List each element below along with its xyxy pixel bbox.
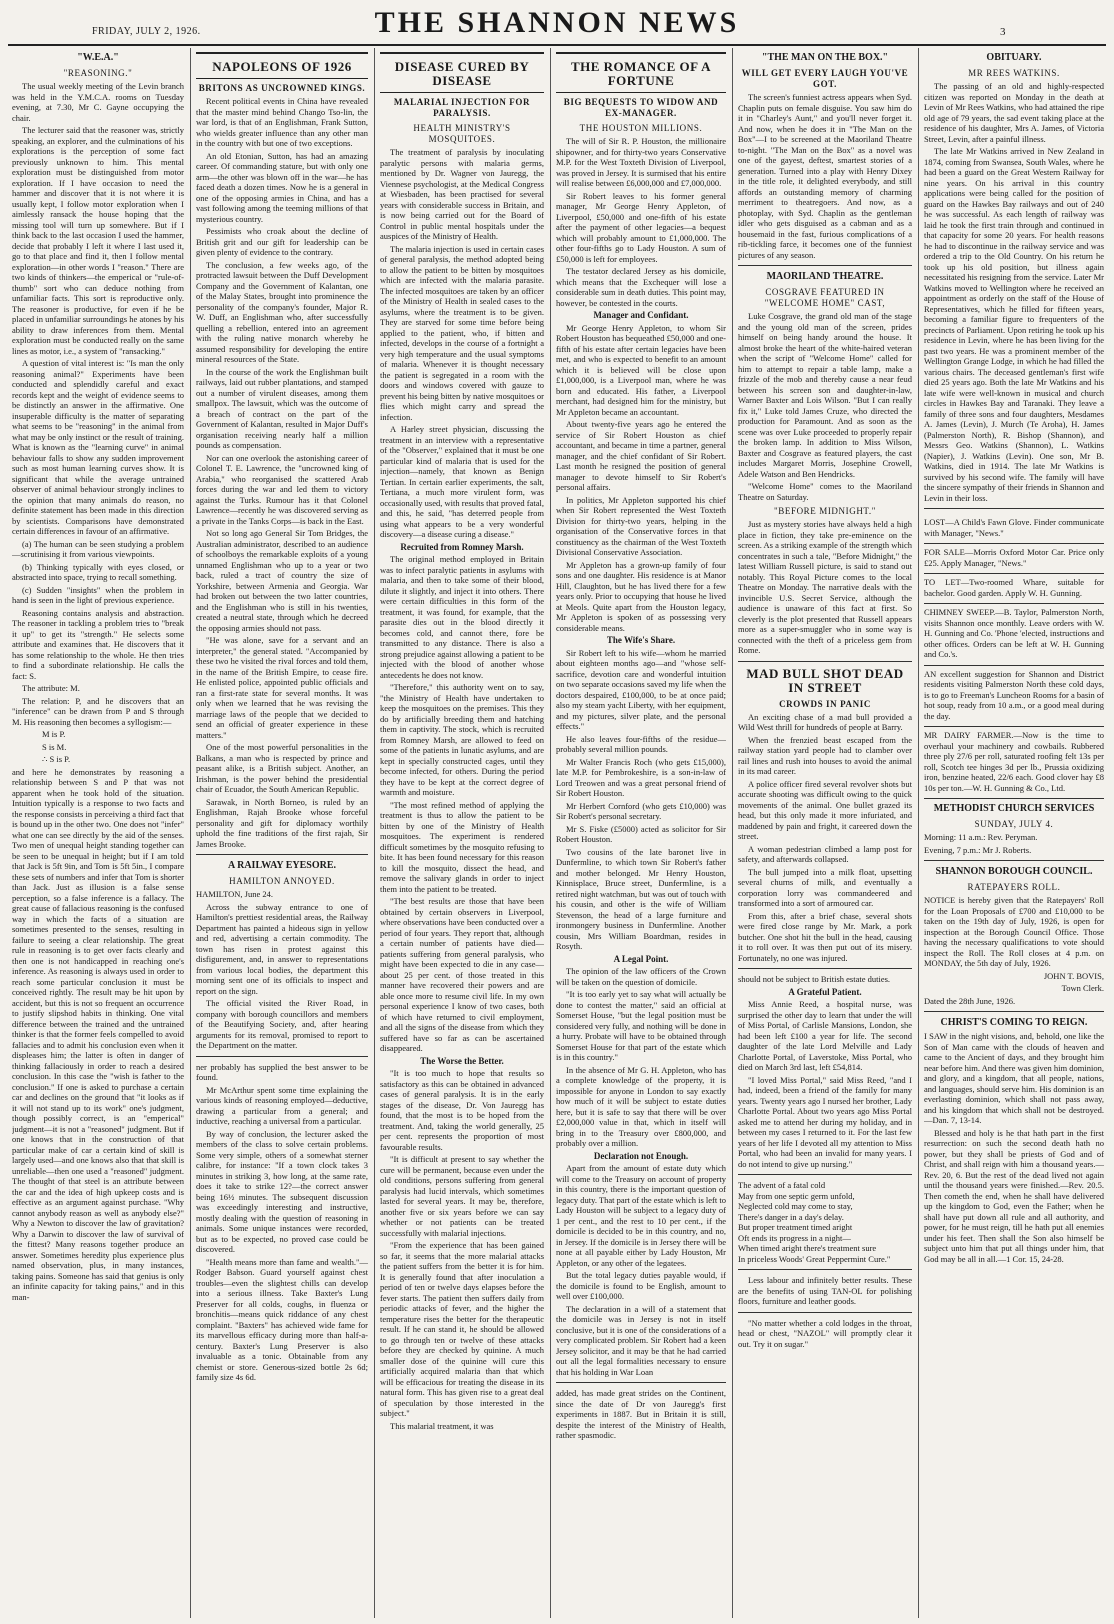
article-paragraph: One of the most powerful personalities in the Balkans, a man who is respected by prince and peasant alike, is a British subject. Another, an Irishman, is the power behind the presidential chair of Ecuador, the South American Republic. (196, 742, 368, 794)
article-paragraph: By way of conclusion, the lecturer asked the members of the class to solve certain problems. Some very simple, others of a somewhat sterner calibre, for instance: "If a town clock takes 3 minutes in striking 3, how long, at the same rate, does it take to strike 12?—the correct answer being 16½ minutes. The subsequent discussion was exceedingly interesting and instructive, mostly dealing with the question of reasoning in animals. Some unique instances were recorded, but as to be expected, no proved case could be discovered. (196, 1128, 368, 1254)
subhead-mosquitoes: HEALTH MINISTRY'S MOSQUITOES. (413, 123, 511, 144)
article-paragraph: This malarial treatment, it was (390, 1420, 494, 1431)
subhead-laugh: WILL GET EVERY LAUGH YOU'VE GOT. (741, 68, 909, 89)
syllogism-line: M is P. (42, 729, 66, 739)
advertisement-paragraph: "Health means more than fame and wealth."—Rodger Babson. Guard yourself against chest troubles—even the slightest chills can develop into a serious illness. Take Baxter's Lung Preserver for all colds, coughs, in fluenza or bronchitis—means quick riddance of any chest complaint. "Baxters" has achieved wide fame for its marvellous efficacy during more than half-a-century. Baxter's Lung Preserver is also invaluable as a tonic. Obtainable from any chemist or store. Generous-sized bottle 2s 6d; family size 4s 6d. (196, 1256, 368, 1382)
article-paragraph: But the total legacy duties payable would, if the domicile is found to be English, amount to well over £100,000. (556, 1270, 726, 1301)
article-paragraph: Recent political events in China have revealed that the master mind behind Chango Tso-lin, the war lord, is that of an Englishman, Frank Sutton, who wields greater influence than any other man in the country with but one of two exceptions. (196, 96, 368, 148)
article-paragraph: The screen's funniest actress appears when Syd. Chaplin puts on female disguise. You saw him do it in "Charley's Aunt," and you'll never forget it. And now, when he does it in "The Man on the Box"—I to be screened at the Maoriland Theatre to-night. "The Man on the Box" as a novel was one of the gayest, deftest, smartest stories of a generation. Turned into a play with Henry Dixey in the title role, it delighted everybody, and still affords an outstanding memory of charming merriment to theatregoers. And now, as a photoplay, with Syd. Chaplin as the gentleman idler who gets disguised as a cabman and as a housemaid in the fast, furious complications of a rib-tickling farce, it becomes one of the funniest pictures of any season. (738, 92, 912, 260)
poem-line: When timed aright there's treatment sure (738, 1243, 877, 1253)
classified-lost (924, 514, 1104, 544)
article-paragraph: A question of vital interest is: "Is man the only reasoning animal?" Experiments have been conducted and splendidly careful and exact records kept and the weight of evidence seems to be distinctly an answer in the affirmative. One insuperable difficulty is the matter of separating what seems to be "reasoning" in the animal from what may be only instinct or the result of training. What is known as the "learning curve" in animal behaviour falls to show any sudden improvement such as most human learning curves show. It is significant that while the average untrained observer of animal behaviour strongly inclines to the opinion that many animals do reason, no definite statement has been made in this direction by scientists. Comparisons have demonstrated certain differences in favour of an affirmative. (12, 358, 184, 536)
dateline: HAMILTON, June 24. (196, 889, 273, 899)
classified-chimney-sweep (924, 604, 1104, 666)
column-rule (374, 48, 375, 1618)
classified-text: MR DAIRY FARMER.—Now is the time to overhaul your machinery and cowbails. Rubbered three ply 27/6 per roll, saturated roofing felt 13s per roll, Scotch tee hinges 3d per lb., Prussia oxidizing iron, benzine heated, 22/6 each. Good clover hay £8 10s per ton.—W. H. Gunning & Co., Ltd. (924, 730, 1104, 793)
poem-line: Oft ends its progress in a night— (738, 1232, 851, 1243)
article-paragraph: The treatment of paralysis by inoculating paralytic persons with malaria germs, mentioned by Dr. Wagner von Jauregg, the Viennese psychologist, at the Medical Congress at Wiesbaden, has been practised for several years with considerable success in Britain, and is now being carried out for the Board of Control in public mental hospitals under the auspices of the Ministry of Health. (380, 147, 544, 241)
article-paragraph: The usual weekly meeting of the Levin branch was held in the Y.M.C.A. rooms on Tuesday evening, at 7.30, Mr C. Gayne occupying the chair. (12, 81, 184, 123)
article-paragraph: Mr McArthur spent some time explaining the various kinds of reasoning employed—deductive, drawing a particular from a general; and inductive, reaching a universal from a particular. (196, 1084, 368, 1126)
scripture-paragraph: Blessed and holy is he that hath part in the first resurrection: on such the second death hath no power, but they shall be priests of God and of Christ, and shall reign with him a thousand years.—Rev. 20, 6. But the rest of the dead lived not again until the thousand years were finished.—Rev. 20.5. Then cometh the end, when he shall have delivered up the kingdom to God, even the Father; when he shall have put down all rule and all authority, and power, for he must reign, till he hath put all enemies under his feet. Then shall the Son also himself be subject unto him that put all things under him, that God may be all in all.—1 Cor. 15, 24-28. (924, 1127, 1104, 1264)
article-paragraph: An old Etonian, Sutton, has had an amazing career. Of commanding stature, but with only one arm—the other was blown off in the war—he has faced death a dozen times. Now he is a general in one of the opposing armies in China, and has a vast following among the teeming millions of that mysterious country. (196, 150, 368, 224)
crosshead: A Legal Point. (613, 953, 669, 964)
article-paragraph: Mr Walter Francis Roch (who gets £15,000), late M.P. for Pembrokeshire, is a son-in-law of Lord Treowen and was a great personal friend of Sir Robert Houston. (556, 756, 726, 798)
article-paragraph: The malaria injection is used in certain cases of general paralysis, the method adopted being to allow the patient to be bitten by mosquitoes which are infected with the malaria parasite. The infected mosquitoes are taken by an officer of the Ministry of Health in sealed cases to the asylums, where the treatment is to be given. They are starved for some time before being applied to the patient, who, if bitten and infected, develops in the course of a fortnight a very high temperature and the usual symptoms of malaria. Whenever it is thought necessary the patient is segregated in a room with the doors and windows covered with gauze to prevent his being bitten by native mosquitoes or flies which might carry and spread the infection. (380, 243, 544, 422)
article-paragraph: Luke Cosgrave, the grand old man of the stage and the young old man of the screen, prides himself on being handy around the house. It almost broke the heart of the white-haired veteran when the script of "Welcome Home" called for him to attempt to repair a table lamp, make a frizzle of the mob and thereby cause a near feud between his screen son and daughter-in-law, Warner Baxter and Lois Wilson. "But I can really fix it," Luke told James Cruze, who directed the production for Paramount. And as soon as the scene was over Luke proceeded to properly repair the broken lamp. In addition to Miss Wilson, Baxter and Cosgrave as featured players, the cast includes Margaret Morris, Josephine Crowell, Adele Watson and Ben Hendricks. (738, 311, 912, 479)
scripture-paragraph: I SAW in the night visions, and, behold, one like the Son of Man came with the clouds of heaven and came to the Ancient of days, and they brought him near before him. And there was given him dominion, and glory, and a kingdom, that all people, nations, and languages, should serve him. His dominion is an everlasting dominion, which shall not pass away, and his kingdom that which shall not be destroyed.—Dan. 7, 13-14. (924, 1031, 1104, 1125)
article-paragraph: "Welcome Home" comes to the Maoriland Theatre on Saturday. (738, 481, 912, 502)
article-paragraph: ner probably has supplied the best answer to be found. (196, 1061, 368, 1082)
article-paragraph: In the course of the work the Englishman built railways, laid out rubber plantations, and stamped out a number of virulent diseases, among them smallpox. The lawsuit, which was the outcome of a breach of contract on the part of the Government of Kalantan, resulted in Major Duff's organisation receiving nearly half a million pounds as compensation. (196, 366, 368, 450)
poem-line: But proper treatment timed aright (738, 1222, 853, 1232)
section-divider (924, 860, 1104, 861)
council-notice: NOTICE is hereby given that the Ratepayers' Roll for the Loan Proposals of £700 and £10,000 to be taken on the 19th day of July, 1926, is open for inspection at the Borough Council Office. Those having the necessary qualifications to vote should inspect the Roll. The Roll closes at 4 p.m. on MONDAY, the 5th day of July, 1926. (924, 895, 1104, 968)
article-paragraph: In politics, Mr Appleton supported his chief when Sir Robert represented the West Toxteth Division for thirty-two years, helping in the organisation of the Conservative forces in that constituency as the chairman of the West Toxteth Divisional Conservative Association. (556, 494, 726, 557)
article-paragraph: The original method employed in Britain was to infect paralytic patients in asylums with malaria, and then to take some of their blood, dilute it slightly, and inject it into others. There were certain difficulties in this form of the treatment, it was found, for example, that the parasite dies out in the blood directly it becomes cold, and cannot there, fore be transmitted to any distance. There is also a strong prejudice against allowing a patient to be injected with the blood of another whose antecedents he does not know. (380, 554, 544, 680)
crosshead: Declaration not Enough. (593, 1150, 689, 1161)
article-paragraph: Mr Herbert Cornford (who gets £10,000) was Sir Robert's personal secretary. (556, 800, 726, 821)
article-paragraph: The attribute: M. (22, 683, 80, 693)
article-paragraph: (a) The human can be seen studying a problem—scrutinising it from various viewpoints. (12, 538, 184, 559)
poem-line: In priceless Woods' Great Peppermint Cure." (738, 1253, 891, 1264)
church-date: SUNDAY, JULY 4. (974, 819, 1054, 829)
section-divider (924, 508, 1104, 509)
subhead-malarial: MALARIAL INJECTION FOR PARALYSIS. (393, 97, 531, 118)
article-paragraph: The bull jumped into a milk float, upsetting several churns of milk, and eventually a corporation lorry was commandeered and transformed into a sort of armoured car. (738, 866, 912, 908)
article-paragraph: "Therefore," this authority went on to say, "the Ministry of Health have undertaken to keep the mosquitoes on the premises. This they do by artificially breeding them and hatching them in captivity. The stock, which is recruited from Romney Marsh, are allowed to feed on some of the patients in lunatic asylums, and are kept in specially constructed cages, until they become infected, for others. During the period they have to be kept at the correct degree of warmth and moisture. (380, 682, 544, 797)
column-obituary (924, 48, 1104, 1618)
headline-man-on-box: "THE MAN ON THE BOX." (761, 52, 889, 63)
headline-napoleons: NAPOLEONS OF 1926 (212, 59, 352, 74)
poem-line: May from one septic germ unfold, (738, 1190, 855, 1201)
column-disease (380, 48, 544, 1618)
article-paragraph: Apart from the amount of estate duty which will come to the Treasury on account of property in this country, there is the important question of legacy duty. That part of the estate which is left to Lady Houston will be subject to a legacy duty of 1 per cent., and the rest to 10 per cent., if the domicile is decided to be in this country, and no, in Jersey. If the domicile is in Jersey there will be none at all payable either by Lady Houston, Mr Appleton, or any other of the legatees. (556, 1163, 726, 1268)
article-paragraph: Reasoning contains analysis and abstraction. The reasoner in tackling a problem tries to "break it up" to get its "strength." He selects some attribute and examines that. He discovers that it has some relationship to the whole. He then tries to find a subordinate relationship. He calls the fact: S. (12, 607, 184, 681)
crosshead: A Grateful Patient. (788, 986, 862, 997)
section-divider (738, 661, 912, 662)
syllogism-line: ∴ S is P. (42, 754, 71, 764)
column-rule (732, 48, 733, 1618)
article-paragraph: The testator declared Jersey as his domicile, which means that the Exchequer will lose a considerable sum in death duties. This point may, however, be contested in the courts. (556, 266, 726, 308)
article-paragraph: Sarawak, in North Borneo, is ruled by an Englishman, Rajah Brooke whose forceful personality and gift for diplomacy worthily uphold the fine traditions of the first rajah, Sir James Brooke. (196, 796, 368, 849)
headline-wea: "W.E.A." (77, 52, 119, 63)
article-paragraph: "The best results are those that have been obtained by certain observers in Liverpool, where observations have been conducted over a period of four years. They report that, although a certain number of patients have died—patients suffering from general paralysis, who might have been expected to die in any case—about 25 per cent. of those treated in this manner have recovered their powers and are able once more to resume civil life. In my own personal experience I know of two cases, both of which have returned to civil employment, and all the signs of the disease from which they suffered have so far as can be ascertained disappeared. (380, 896, 544, 1053)
subhead-ratepayers-roll: RATEPAYERS ROLL. (967, 882, 1061, 892)
article-paragraph: Sir Robert leaves to his former general manager, Mr George Henry Appleton, of Liverpool, £50,000 and one-fifth of his estate after the payment of other legacies—a bequest which will probably amount to £1,000,000. The other four-fifths go to Lady Houston. A sum of £50,000 is left for employees. (556, 190, 726, 264)
headline-obituary: OBITUARY. (986, 52, 1042, 63)
masthead-bar (0, 0, 1114, 44)
column-man-on-box (738, 48, 912, 1618)
poem-line: There's danger in a day's delay. (738, 1211, 844, 1222)
article-paragraph: An exciting chase of a mad bull provided a Wild West thrill for hundreds of people at Barry. (738, 711, 912, 732)
article-paragraph: Miss Annie Reed, a hospital nurse, was surprised the other day to learn that under the will of Miss Portal, of Carlisle Mansions, London, she had been left £100 a year for life. The second daughter of the late Lord Melville and Lady Charlotte Portal, of Laverstoke, Miss Portal, who died on March 3rd last, left £54,814. (738, 999, 912, 1072)
poem-line: The advent of a fatal cold (738, 1180, 826, 1190)
masthead-rule (8, 44, 1106, 46)
article-paragraph: (c) Sudden "insights" when the problem in hand is seen in the light of previous experience. (12, 584, 184, 605)
church-service: Evening, 7 p.m.: Mr J. Roberts. (924, 844, 1032, 855)
column-napoleons (196, 48, 368, 1618)
article-paragraph: "I loved Miss Portal," said Miss Reed, "and I had, indeed, been a friend of the family for many years. Twenty years ago I nursed her brother, Lady Charlotte Portal. About two years ago Miss Portal asked me to attend her during my holiday, and in between my cases I returned to it. For the last few years of her life I devoted all my attention to Miss Portal, who had been an invalid for many years. I do not intend to give up nursing." (738, 1074, 912, 1169)
headline-borough-council: SHANNON BOROUGH COUNCIL. (935, 866, 1093, 877)
subhead-cosgrave: COSGRAVE FEATURED IN "WELCOME HOME" CAST, (764, 287, 886, 308)
article-paragraph: From this, after a brief chase, several shots were fired close range by Mr. Mark, a pork butcher. One shot hit the bull in the head, causing it to roll over. It was then put out of its misery. Fortunately, no one was injured. (738, 910, 912, 963)
article-paragraph: The opinion of the law officers of the Crown will be taken on the question of domicile. (556, 966, 726, 987)
article-paragraph: "From the experience that has been gained so far, it seems that the more malarial attacks the patient suffers from the better it is for him. It is generally found that after inoculation a period of ten or twelve days elapses before the fever starts. The patient then suffers daily from periodic attacks of fever, and the higher the temperature rises the better for the therapeutic result. If he can stand it, he should be allowed to go through ten or twelve of these attacks before they are checked by quinine. A much smaller dose of the quinine will cure this artificially acquired malaria than that which will be efficacious for treating the disease in its natural form. This has given rise to a great deal of speculation by those interested in the subject." (380, 1240, 544, 1418)
article-paragraph: "He was alone, save for a servant and an interpreter," the general stated. "Accompanied by these two he visited the rival forces and told them, in the name of the British Empire, to cease fire. He enlisted police, appointed public officials and ran a first-rate state for several months. It was only when we learned that he was revising the marriage laws of the people that we decided to send an official of greater experience in these matters." (196, 635, 368, 740)
headline-maoriland: MAORILAND THEATRE. (766, 271, 884, 282)
article-paragraph: Across the subway entrance to one of Hamilton's prettiest residential areas, the Railway Department has painted a hideous sign in yellow and red, advertising a certain commodity. The town has risen in protest against this disfigurement, and, in answer to representations from various local bodies, the department this morning sent one of its officials to inspect and report on the sign. (196, 901, 368, 996)
article-paragraph: A Harley street physician, discussing the treatment in an interview with a representative of the "Observer," explained that it must be one particular kind of malaria that is used for the injection—namely, that known as Benign Tertian. In certain earlier experiments, the salt, Tertiana, a much more virulent form, was occasionally used, with results that proved fatal, and this, he said, "has deterred people from using what appears to be a very wonderful discovery—a disease curing a disease." (380, 424, 544, 539)
article-paragraph: The declaration in a will of a statement that the domicile was in Jersey is not in itself conclusive, but it is one of the considerations of a very complicated problem. Sir Robert had a keen Jersey solicitor, and it may be that he had carried out all the legal formalities necessary to ensure that his holding in War Loan (556, 1303, 726, 1377)
column-rule (550, 48, 551, 1618)
notice-signature-title: Town Clerk. (1061, 983, 1104, 993)
subhead-hamilton: HAMILTON ANNOYED. (229, 876, 335, 886)
article-paragraph: added, has made great strides on the Continent, since the date of Dr von Jauregg's first experiments in 1887. But in Britain it is still, despite the interest of the Ministry of Health, rather spasmodic. (556, 1388, 726, 1440)
article-paragraph: Mr George Henry Appleton, to whom Sir Robert Houston has bequeathed £50,000 and one-fifth of his estate after certain legacies have been met, and who is expected to benefit to an amount which it is believed will be close upon £1,000,000, is a Liverpool man, where he was born and educated. His father, a Liverpool merchant, had designed him for the ministry, but Mr Appleton became an accountant. (556, 322, 726, 417)
church-service: Morning: 11 a.m.: Rev. Peryman. (924, 832, 1038, 842)
subhead-before-midnight: "BEFORE MIDNIGHT." (774, 506, 876, 516)
article-paragraph: The relation: P, and he discovers that an "inference" can be drawn from P and S through M. His reasoning then becomes a syllogism:— (12, 695, 184, 727)
classified-text: AN excellent suggestion for Shannon and District residents visiting Palmerston North these cold days, is to go to Freeman's Luncheon Rooms for a basin of hot soup, ready from 10 a.m., or a good meal during the day. (924, 668, 1104, 721)
article-paragraph: The passing of an old and highly-respected citizen was reported on Monday in the death at Levin of Mr Rees Watkins, who had attained the ripe old age of 79 years, the sad event taking place at the residence of his daughter, Mrs A. James, of Victoria Street, Levin, after a painful illness. (924, 81, 1104, 144)
article-paragraph: The lecturer said that the reasoner was, strictly speaking, an explorer, and the culminations of his explorations is the perception of some fact previously unknown to him. This mental exploration must be distinguished from motor exploration. If I have occasion to need the hammer and discover that it is not where it is usually kept, I follow motor exploration when I aimlessly ransack the house hoping that the missing tool will turn up somewhere. But if I think back to the last occasion I used the hammer, decide that probably I left it where I last used it, go to that place and find it, then I follow mental exploration—in other words I "reason." There are two kinds of thinkers—the emperical or "rule-of-thumb" sort who can deduce nothing from unfamiliar facts. This sort is reproductive only. The reasoner is productive, for even if he be placed in unfamiliar surroundings he atones by his ability to draw inferences from them. Mental exploration must be conducted really on the same lines as motor, i.e., a system of "ransacking." (12, 125, 184, 356)
article-paragraph: "The most refined method of applying the treatment is thus to allow the patient to be bitten by one of the Ministry of Health mosquitoes. The experiment is rendered difficult sometimes by the mosquito refusing to bite. It has been found necessary for this reason to kill the mosquito, dissect the head, and remove the salivary glands in order to inject them into the patient to be treated. (380, 799, 544, 894)
crosshead: The Worse the Better. (420, 1055, 504, 1066)
classified-to-let (924, 574, 1104, 604)
column-romance (556, 48, 726, 1618)
headline-railway-eyesore: A RAILWAY EYESORE. (227, 860, 337, 871)
subhead-britons: BRITONS AS UNCROWNED KINGS. (198, 83, 366, 93)
article-paragraph: The will of Sir R. P. Houston, the millionaire shipowner, and for thirty-two years Conservative M.P. for the West Toxteth Division of Liverpool, was proved in Jersey. It is surmised that his entire will realise between £6,000,000 and £7,000,000. (556, 136, 726, 188)
classified-for-sale (924, 544, 1104, 574)
subhead-bequests: BIG BEQUESTS TO WIDOW AND EX-MANAGER. (563, 97, 719, 118)
notice-signature: JOHN T. BOVIS, (1043, 970, 1104, 981)
article-paragraph: and here he demonstrates by reasoning a relationship between S and P that was not apparent when he took hold of the situation. Intuition typically is a response to two facts and the response consists in perceiving a third fact that is bound up in the other two. One does not "infer" what one can see directly by the aid of the senses. Two men of unequal height standing together can be seen to be unequal in height; but if I am told that Jack is 5ft 9in, and Tom is 5ft 5in., I compare these sets of numbers and infer that Tom is shorter than Jack. Just as illusion is a false sense perception, so a false inference is a fallacy. The great cause of fallacious reasoning is the confused way in which the facts of a situation are sometimes presented to the senses, resulting in failure to seeing a clear relationship. The great rule in reasoning is to get over facts clearly and then one is not handicapped in reaching one's inference. As reasoning is always used in order to reach some particular conclusion it must be conceived rightly. The result may be hit upon by accident, but this is not so frequent an occurrence to justify slipshod habits in thinking. One vital difference between the trained and the untrained thinker is that the former feels compelled to avoid fallacies and to admit his conclusion even when it displeases him; the latter is often in danger of thinking fallaciously in order to reach a desired conclusion. In this case the "wish is father to the conclusion." If one is asked to purchase a certain car and declines on the ground that "it looks as if it will not stand up to its work" one's judgment, though possibly correct, is an "emperical" judgment—it is not a "reasoned" judgment. But if one knows that in the construction of that particular make of car a certain kind of skill is largely used—and one knows also that that skill is unreliable—then one used a "reasoned" judgment. The thought of that steel is an attribute between the car and the idea of high upkeep costs and is effective as an argument against purchase. "Why cannot anybody reason as well as anybody else?" Why a Newton to discover the law of gravitation? Why a Darwin to discover the law of survival of the fittest? Many reasons together produce an answer. Sometimes heredity plus experience plus named observation, plus, in many instances, taking pains. Someone has said that genius is only an infinite capacity for taking pains," and in this man- (12, 766, 184, 1302)
classified-text: CHIMNEY SWEEP.—B. Taylor, Palmerston North, visits Shannon once monthly. Leave orders with W. H. Gunning and Co. 'Phone 'elected, instructions and other offices. Orders can be left at W. H. Gunning and Co.'s. (924, 607, 1104, 659)
section-divider (196, 1056, 368, 1057)
syllogism-line: S is M. (42, 741, 67, 752)
section-divider (196, 854, 368, 855)
notice-date: Dated the 28th June, 1926. (924, 995, 1016, 1006)
column-rule (918, 48, 919, 1618)
section-divider (924, 1011, 1104, 1012)
poem-line: Neglected cold may come to stay, (738, 1201, 853, 1211)
advert-poem (738, 1180, 912, 1264)
masthead-title: THE SHANNON NEWS (374, 6, 740, 39)
article-paragraph: A police officer fired several revolver shots but accurate shooting was difficult owing to the quick movements of the animal. One bullet grazed its head, but this only made it more infuriated, and maddened by pain and fright, it careered down the street. (738, 778, 912, 841)
crosshead: Manager and Confidant. (593, 310, 689, 320)
classified-text: FOR SALE—Morris Oxford Motor Car. Price only £25. Apply Manager, "News." (924, 547, 1104, 568)
headline-christ-coming: CHRIST'S COMING TO REIGN. (940, 1017, 1088, 1028)
classified-text: LOST—A Child's Fawn Glove. Finder communicate with Manager, "News." (924, 517, 1104, 538)
subhead-rees-watkins: MR REES WATKINS. (968, 68, 1060, 78)
classified-text: TO LET—Two-roomed Whare, suitable for bachelor. Good garden. Apply W. H. Gunning. (924, 577, 1104, 598)
advertisement-paragraph: "No matter whether a cold lodges in the throat, head or chest, "NAZOL" will promptly clear it out. Try it on sugar." (738, 1317, 912, 1349)
article-paragraph: Pessimists who croak about the decline of British grit and our gift for leadership can be given plenty of evidence to the contrary. (196, 226, 368, 257)
headline-mad-bull: MAD BULL SHOT DEAD IN STREET (746, 665, 904, 695)
headline-methodist: METHODIST CHURCH SERVICES (933, 803, 1095, 814)
headline-disease: DISEASE CURED BY DISEASE (394, 59, 530, 88)
article-paragraph: (b) Thinking typically with eyes closed, or abstracted into space, trying to recall something. (12, 561, 184, 582)
column-rule (190, 48, 191, 1618)
subhead-crowds: CROWDS IN PANIC (779, 698, 871, 709)
issue-date: FRIDAY, JULY 2, 1926. (92, 26, 201, 37)
article-paragraph: "It is difficult at present to say whether the cure will be permanent, because even under the old conditions, persons suffering from general paralysis had lucid intervals, which sometimes lasted for several years. It may be, therefore, another five or six years before we can say whether or not patients can be treated successfully with malarial injections. (380, 1154, 544, 1238)
article-paragraph: A woman pedestrian climbed a lamp post for safety, and afterwards collapsed. (738, 843, 912, 864)
section-divider (738, 265, 912, 266)
article-paragraph: The official visited the River Road, in company with borough councillors and members of the Beautifying Society, and, after hearing arguments for its removal, promised to report to the Department on the matter. (196, 998, 368, 1050)
article-paragraph: Mr Appleton has a grown-up family of four sons and one daughter. His residence is at Manor Hill, Claughton, but he has lived there for a few years only. Prior to occupying that house he lived at Meols. Quite apart from the Houston legacy, Mr Appleton is spoken of as possessing very considerable means. (556, 559, 726, 633)
article-paragraph: "It is too early yet to say what will actually be done to contest the matter," said an official at Somerset House, "but the legal position must be considered very fully, and nothing will be done in a hurry. Probate will have to be obtained through Somerset House for that part of the estate which is in this country." (556, 989, 726, 1062)
article-paragraph: Not so long ago General Sir Tom Bridges, the Australian administrator, described to an audience of schoolboys the remarkable exploits of a young unnamed Englishman who up to a year or two back, ruled a tract of country the size of Yorkshire, between Armenia and Georgia. War had broken out between the two latter countries, and the Englishman who is still in his twenties, created a neutral state, through which he decreed the opposing armies should not pass. (196, 528, 368, 633)
classified-freemans (924, 666, 1104, 728)
article-paragraph: About twenty-five years ago he entered the service of Sir Robert Houston as chief accountant, and became in time a partner, general manager, and the chief confidant of Sir Robert. Last month he resigned the position of general manager to devote himself to Sir Robert's personal affairs. (556, 419, 726, 492)
section-divider (738, 1174, 912, 1175)
column-wea (12, 48, 184, 1618)
section-divider (738, 1269, 912, 1270)
article-paragraph: The conclusion, a few weeks ago, of the protracted lawsuit between the Duff Development Company and the Government of Kalantan, one of the Malay States, brought into prominence the personality of the company's founder, Major R. W. Duff, an Englishman who, after successfully quelling a rebellion, entered into an agreement with the ruling native monarch whereby he assumed responsibility for developing the entire mineral resources of the State. (196, 259, 368, 364)
article-paragraph: Mr S. Fiske (£5000) acted as solicitor for Sir Robert Houston. (556, 823, 726, 844)
subhead-reasoning: "REASONING." (63, 68, 133, 78)
subhead-houston: THE HOUSTON MILLIONS. (579, 123, 703, 133)
classified-dairy-farmer (924, 727, 1104, 799)
advertisement-paragraph: Less labour and infinitely better results. These are the benefits of using TAN-OL for polishing floors, furniture and leather goods. (738, 1275, 912, 1306)
article-paragraph: Sir Robert left to his wife—whom he married about eighteen months ago—and "whose self-sacrifice, devotion care and wonderful intuition on two separate occasions saved my life when the doctors despaired, £100,000, to be at once paid; also my steam yacht Liberty, with her equipment, and my pictures, silver plate, and the personal effects." (556, 647, 726, 731)
page-number: 3 (1000, 26, 1006, 38)
article-paragraph: When the frenzied beast escaped from the railway station yard people had to clamber over rail lines and rush into houses to avoid the animal in its mad career. (738, 734, 912, 776)
article-paragraph: In the absence of Mr G. H. Appleton, who has a complete knowledge of the property, it is impossible for anyone in London to say exactly how much of it will be subject to estate duties here, but it is safe to say that there will be over £2,000,000 value in that, which in itself will bring in to the Treasury over £800,000, and probably over a million. (556, 1064, 726, 1148)
section-divider (738, 1312, 912, 1313)
article-paragraph: The late Mr Watkins arrived in New Zealand in 1874, coming from Swansea, South Wales, where he had been a guard on the Great Western Railway for nine years. On his arrival in this country applications were being called for the position of guard on the Hawkes Bay railways and out of 240 he was successful. As each length of railway was laid he took the first train through and continued in that capacity for some 20 years. For health reasons he had to discontinue in the railway service and was ordered a trip to the Old Country. On his return he took up his old position, but illness again necessitated his resigning from the service. Later Mr Watkins moved to Wellington where he received an appointment as orderly on the staff of the House of Representatives, which he filled for fifteen years, becoming a familiar figure to frequenters of the precincts of Parliament. Upon retiring he took up his residence in Levin, where he has been living for the past two years. He was a prominent member of the Wellington Grange Lodge, in which he had filled the various chairs. The deceased gentleman's first wife died 25 years ago. Both the late Mr Watkins and his late wife were well-known in musical and church circles in Hawkes Bay and Taranaki. They leave a family of three sons and four daughters, Mesdames A. James (Levin), J. Murch (Te Aroha), H. James (Palmerston North), R. Bishop (Shannon), and Messrs Geo. Watkins (Shannon), L. Watkins (Napier), J. Watkins (Levin). One son, Mr B. Watkins, died in 1914. The late Mr Watkins is survived by his second wife. The family will have the sincere sympathy of their friends in Shannon and Levin in their loss. (924, 146, 1104, 503)
article-paragraph: should not be subject to British estate duties. (738, 974, 891, 984)
article-paragraph: Two cousins of the late baronet live in Dunfermline, to which town Sir Robert's father and mother belonged. Mr Henry Houston, Kinnisplace, Bruce street, Dunfermline, is a retired night watchman, but was out of touch with his cousin, and other is the wife of William Stevenson, the head of a large furniture and ironmongery business in Dunfermline. Another cousin, Mrs William Boardman, resides in Rosyth. (556, 846, 726, 951)
article-paragraph: "It is too much to hope that results so satisfactory as this can be obtained in advanced cases of general paralysis. It is in the early stages of the disease, Dr. Von Jauregg has found, that the most is to be hoped from the treatment. And, taking the world generally, 25 per cent. represents the proportion of most favourable results. (380, 1068, 544, 1152)
section-divider (738, 968, 912, 969)
article-paragraph: He also leaves four-fifths of the residue—probably several million pounds. (556, 733, 726, 754)
article-paragraph: Just as mystery stories have always held a high place in fiction, they take pre-eminence on the screen. As a striking example of the strength which concentrates in such a tale, "Before Midnight," the latest William Russell picture, is said to stand out notably. This Royal Picture comes to the local Theatre on Monday. The narrative deals with the invincible U.S. Secret Service, although the audience is unaware of this fact at first. So cleverly is the plot presented that Russell appears more as a super-smuggler who in some way is connected with the theft of a priceless gem from Rome. (738, 519, 912, 655)
headline-romance: THE ROMANCE OF A FORTUNE (570, 59, 712, 88)
section-divider (556, 1382, 726, 1383)
article-paragraph: Nor can one overlook the astonishing career of Colonel T. E. Lawrence, the "uncrowned king of Arabia," who reorganised the scattered Arab forces during the war and led them to victory against the Turks. Rumour has it that Colonel Lawrence—recently he was discovered serving as a private in the Tanks Corps—is back in the East. (196, 452, 368, 526)
crosshead: Recruited from Romney Marsh. (400, 541, 524, 552)
crosshead: The Wife's Share. (606, 635, 676, 645)
